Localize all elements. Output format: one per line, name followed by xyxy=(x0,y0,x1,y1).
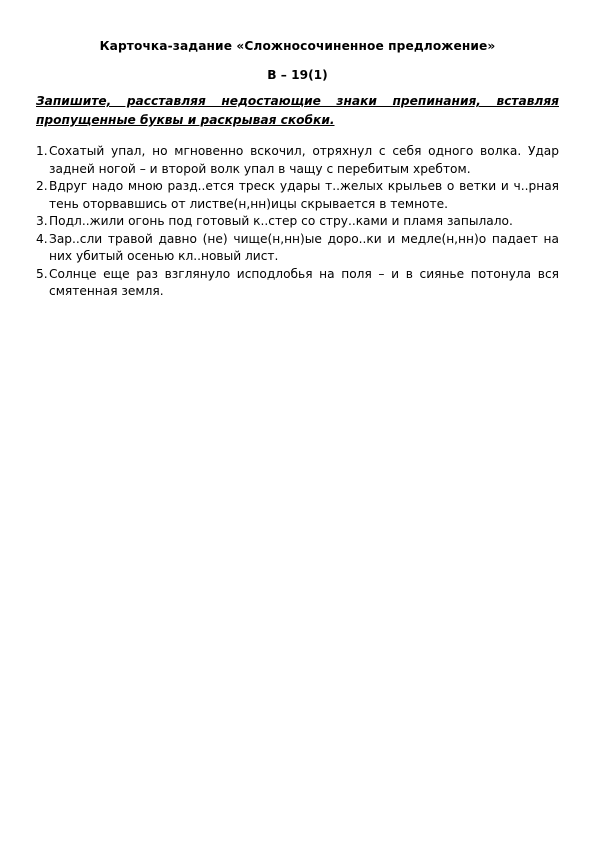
task-item-3 xyxy=(36,213,559,231)
task-sentence: Вдруг надо мною разд..ется треск удары т..желых крыльев о ветки и ч..рная тень оторвавшись от листве(н,нн)ицы скрывается в темноте. xyxy=(49,179,559,211)
task-number: 5. xyxy=(36,266,48,281)
document-title: Карточка-задание «Сложносочиненное предложение» xyxy=(99,39,496,53)
task-item-1 xyxy=(36,143,559,178)
task-sentence: Сохатый упал, но мгновенно вскочил, отряхнул с себя одного волка. Удар задней ногой – и второй волк упал в чащу с перебитым хребтом. xyxy=(49,144,559,176)
task-item-4 xyxy=(36,231,559,266)
task-number: 3. xyxy=(36,214,48,228)
variant-label: В – 19(1) xyxy=(267,68,328,82)
task-instruction: Запишите, расставляя недостающие знаки препинания, вставляя пропущенные буквы и раскрывая скобки. xyxy=(36,94,559,127)
task-item-5 xyxy=(36,266,559,301)
task-sentence: Подл..жили огонь под готовый к..стер со стру..ками и пламя запылало. xyxy=(49,214,513,228)
task-number: 2. xyxy=(36,179,48,193)
task-sentence: Зар..сли травой давно (не) чище(н,нн)ые доро..ки и медле(н,нн)о падает на них убитый осенью кл..новый лист. xyxy=(49,231,559,263)
task-list xyxy=(36,143,559,301)
task-sentence: Солнце еще раз взглянуло исподлобья на поля – и в сиянье потонула вся смятенная земля. xyxy=(49,266,559,298)
task-number: 1. xyxy=(36,144,48,158)
task-number: 4. xyxy=(36,231,48,246)
task-item-2 xyxy=(36,178,559,213)
